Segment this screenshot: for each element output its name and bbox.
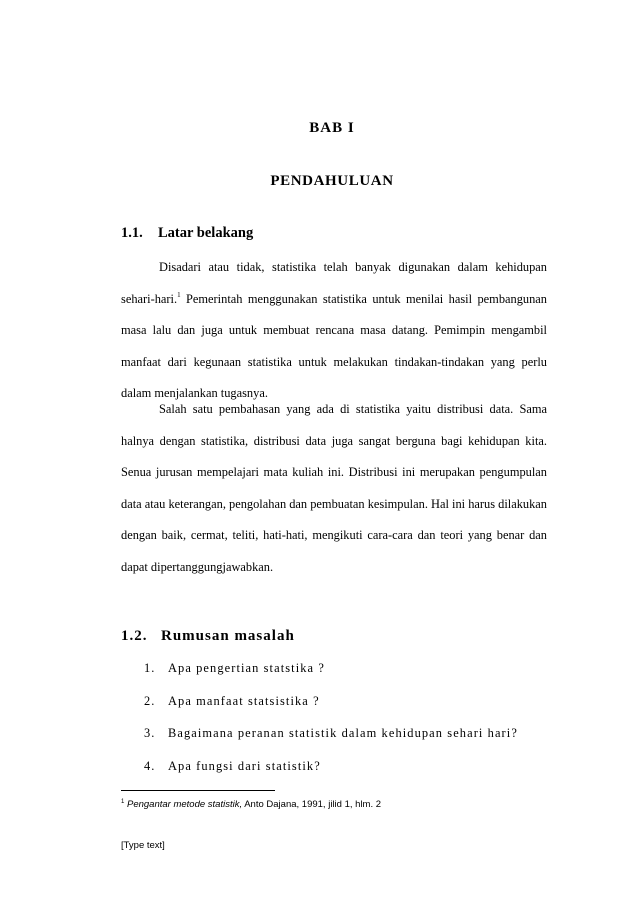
list-item-text: Bagaimana peranan statistik dalam kehidupan sehari hari? (168, 726, 518, 740)
section-number: 1.1. (121, 225, 143, 241)
paragraph-text: Salah satu pembahasan yang ada di statistika yaitu distribusi data. Sama halnya dengan statistika, distribusi data juga sangat berguna bagi kehidupan kita. Senua jurusan mempelajari mata kuliah ini. Distribusi ini merupakan pengumpulan data atau keterangan, pengolahan dan pembuatan kesimpulan. Hal ini harus dilakukan dengan baik, cermat, teliti, hati-hati, mengikuti cara-cara dan teori yang benar dan dapat dipertanggungjawabkan. (121, 402, 547, 574)
problem-list (144, 660, 518, 790)
list-item-number: 4. (144, 758, 156, 773)
footnote-separator (121, 790, 275, 791)
list-item-number: 2. (144, 693, 156, 708)
list-item-text: Apa manfaat statsistika ? (168, 693, 320, 708)
list-item (144, 725, 518, 758)
paragraph-text: Disadari atau tidak, statistika telah banyak digunakan dalam kehidupan sehari-hari. (121, 260, 547, 306)
footnote-source-title: Pengantar metode statistik, (126, 799, 243, 810)
page-footer[interactable]: [Type text] (121, 840, 165, 851)
footnote-marker: 1 (121, 799, 125, 805)
list-item (144, 693, 518, 726)
footnote-source-details: Anto Dajana, 1991, jilid 1, hlm. 2 (242, 799, 382, 810)
section-title: Latar belakang (158, 225, 254, 241)
paragraph-background-1 (121, 252, 547, 410)
list-item (144, 660, 518, 693)
list-item-text: Apa fungsi dari statistik? (168, 758, 321, 773)
section-heading-rumusan-masalah (121, 628, 295, 645)
footnote-reference[interactable]: 1 (177, 290, 181, 299)
footnote (121, 799, 381, 810)
list-item-number: 1. (144, 661, 156, 675)
paragraph-background-2 (121, 394, 547, 584)
list-item-number: 3. (144, 726, 156, 740)
section-title: Rumusan masalah (161, 628, 295, 644)
paragraph-text: Pemerintah menggunakan statistika untuk menilai hasil pembangunan masa lalu dan juga untuk membuat rencana masa datang. Pemimpin mengambil manfaat dari kegunaan statistika untuk melakukan tindakan-tindakan yang perlu dalam menjalankan tugasnya. (121, 291, 547, 401)
chapter-subtitle: PENDAHULUAN (270, 173, 394, 189)
section-number: 1.2. (121, 628, 148, 644)
section-heading-latar-belakang (121, 225, 253, 242)
chapter-title: BAB I (309, 120, 355, 136)
list-item-text: Apa pengertian statstika ? (168, 661, 325, 675)
list-item (144, 758, 518, 791)
